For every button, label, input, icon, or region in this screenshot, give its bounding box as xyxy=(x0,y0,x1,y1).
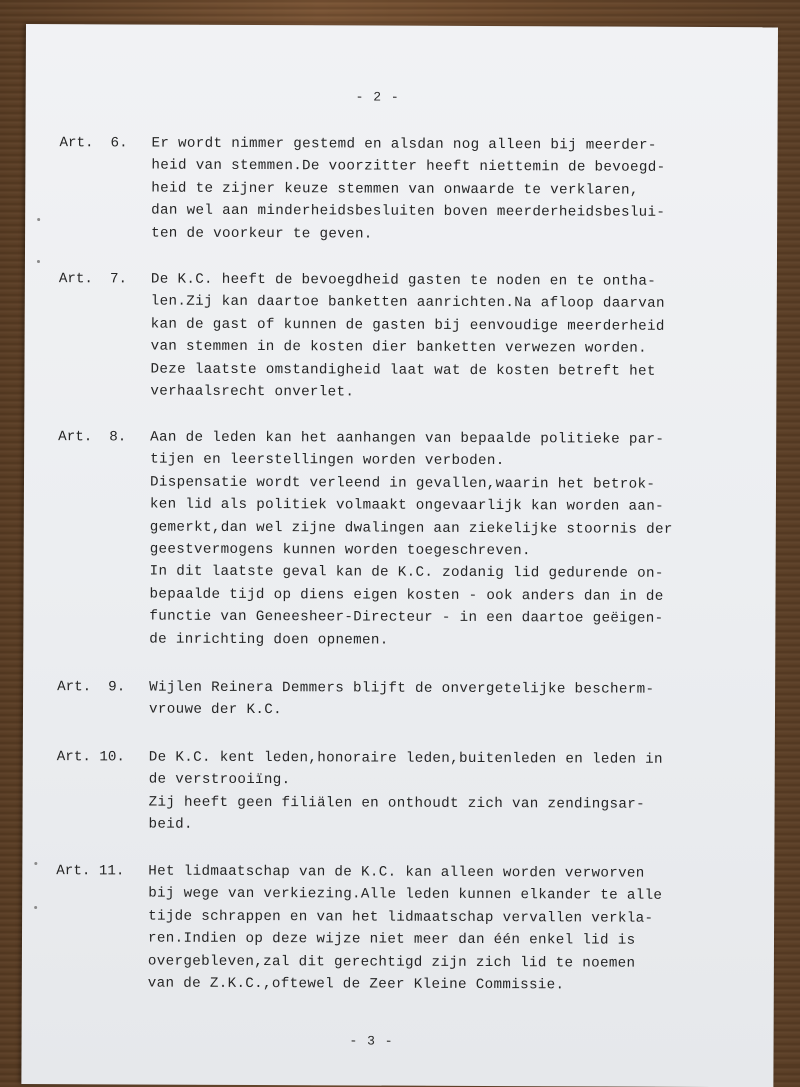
text-line: bij wege van verkiezing.Alle leden kunnen elkander te alle xyxy=(148,885,663,905)
punch-hole-mark xyxy=(37,260,40,263)
punch-hole-mark xyxy=(34,862,37,865)
article-label: Art. 9. xyxy=(57,679,126,696)
article-label: Art. 7. xyxy=(58,271,128,288)
article-text xyxy=(149,427,738,654)
text-line: De K.C. kent leden,honoraire leden,buitenleden en leden in xyxy=(148,749,663,768)
text-line: bepaalde tijd op diens eigen kosten - ook anders dan in de xyxy=(149,586,664,605)
text-line: verhaalsrecht onverlet. xyxy=(150,383,355,401)
article-9 xyxy=(57,676,737,724)
text-line: Dispensatie wordt verleend in gevallen,waarin het betrok- xyxy=(149,474,656,493)
text-line: kan de gast of kunnen de gasten bij eenvoudige meerderheid xyxy=(150,316,665,335)
article-7 xyxy=(58,268,739,405)
article-text xyxy=(148,861,737,998)
text-line: De K.C. heeft de bevoegdheid gasten te noden en te ontha- xyxy=(150,271,657,290)
text-line: Er wordt nimmer gestemd en alsdan nog alleen bij meerder- xyxy=(151,135,657,154)
text-line: de verstrooiïng. xyxy=(148,771,291,789)
text-line: vrouwe der K.C. xyxy=(148,701,283,719)
article-label: Art. 10. xyxy=(56,749,125,766)
text-line: ken lid als politiek volmaakt ongevaarlijk kan worden aan- xyxy=(149,496,665,516)
article-text xyxy=(149,677,737,724)
article-11 xyxy=(56,860,737,997)
next-page-number: - 3 - xyxy=(349,1033,394,1049)
text-line: van stemmen in de kosten dier banketten verwezen worden. xyxy=(150,338,648,357)
text-line: Wijlen Reinera Demmers blijft de onvergetelijke bescherm- xyxy=(149,679,655,698)
text-line: ten de voorkeur te geven. xyxy=(151,225,373,243)
text-line: functie van Geneesheer-Directeur - in een daartoe geëigen- xyxy=(149,608,664,628)
article-text xyxy=(148,747,736,839)
text-line: de inrichting doen opnemen. xyxy=(149,631,389,649)
article-label: Art. 8. xyxy=(58,429,127,446)
text-line: dan wel aan minderheidsbesluiten boven meerderheidsbeslui- xyxy=(151,202,666,222)
text-line: ren.Indien op deze wijze niet meer dan één enkel lid is xyxy=(147,930,636,949)
article-8 xyxy=(57,426,738,653)
article-6 xyxy=(59,132,739,247)
text-line: gemerkt,dan wel zijne dwalingen aan ziekelijke stoornis der xyxy=(149,519,673,538)
text-line: heid te zijner keuze stemmen van onwaarde te verklaren, xyxy=(151,180,639,199)
text-line: overgebleven,zal dit gerechtigd zijn zich lid te noemen xyxy=(147,953,636,972)
text-line: Deze laatste omstandigheid laat wat de kosten betreft het xyxy=(150,361,656,380)
article-label: Art. 6. xyxy=(59,135,128,152)
text-line: beid. xyxy=(148,816,193,833)
document-page xyxy=(21,24,778,1087)
text-line: geestvermogens kunnen worden toegeschreven. xyxy=(149,541,531,560)
punch-hole-mark xyxy=(37,218,40,221)
article-10 xyxy=(56,746,736,839)
text-line: In dit laatste geval kan de K.C. zodanig lid gedurende on- xyxy=(149,563,664,583)
article-text xyxy=(150,269,739,406)
text-line: Het lidmaatschap van de K.C. kan alleen worden verworven xyxy=(148,863,645,882)
text-line: heid van stemmen.De voorzitter heeft niettemin de bevoegd- xyxy=(151,157,666,177)
text-line: van de Z.K.C.,oftewel de Zeer Kleine Commissie. xyxy=(147,975,565,994)
text-line: tijde schrappen en van het lidmaatschap vervallen verkla- xyxy=(148,908,654,927)
text-line: len.Zij kan daartoe banketten aanrichten.Na afloop daarvan xyxy=(150,293,665,313)
page-number: - 2 - xyxy=(355,89,400,105)
article-text xyxy=(151,133,739,248)
text-line: Zij heeft geen filiälen en onthoudt zich van zendingsar- xyxy=(148,794,646,813)
punch-hole-mark xyxy=(34,906,37,909)
text-line: Aan de leden kan het aanhangen van bepaalde politieke par- xyxy=(150,429,665,448)
text-line: tijen en leerstellingen worden verboden. xyxy=(150,451,505,470)
article-label: Art. 11. xyxy=(56,863,125,880)
